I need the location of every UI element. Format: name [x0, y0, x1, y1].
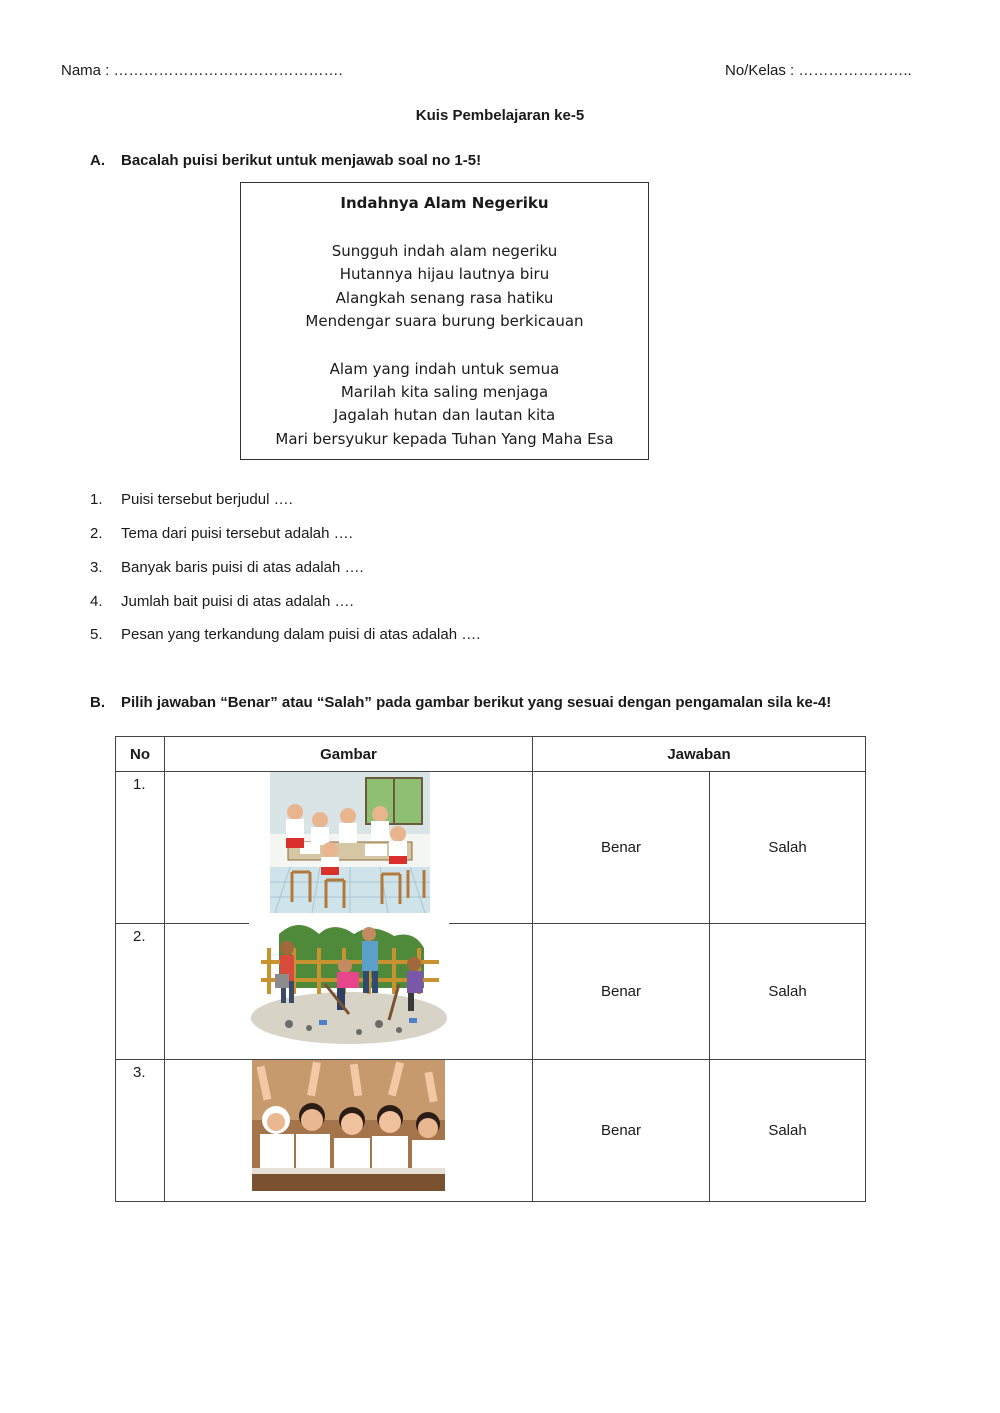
table-row — [116, 924, 866, 1060]
question-text: Pesan yang terkandung dalam puisi di atas adalah …. — [121, 626, 481, 643]
students-raising-hands-photo — [252, 1060, 445, 1191]
section-a-number: A. — [90, 152, 105, 169]
image-cell — [165, 1060, 533, 1202]
poem-line: Marilah kita saling menjaga — [340, 383, 549, 402]
poem-line: Alam yang indah untuk semua — [329, 359, 560, 378]
row-number: 1. — [116, 772, 165, 924]
question-1 — [90, 491, 293, 508]
question-4 — [90, 593, 354, 610]
question-2 — [90, 525, 353, 542]
question-5 — [90, 626, 480, 643]
table-row — [116, 772, 866, 924]
poem-line: Mendengar suara burung berkicauan — [305, 312, 584, 331]
option-benar[interactable]: Benar — [533, 772, 710, 924]
poem-stanza-2 — [241, 358, 648, 452]
poem-line: Alangkah senang rasa hatiku — [335, 288, 554, 307]
question-number: 3. — [90, 559, 103, 576]
image-cell — [165, 772, 533, 924]
option-benar[interactable]: Benar — [533, 924, 710, 1060]
section-b-number: B. — [90, 694, 105, 711]
question-number: 5. — [90, 626, 103, 643]
option-salah[interactable]: Salah — [710, 772, 866, 924]
classroom-discussion-illustration — [270, 772, 430, 913]
poem-line: Mari bersyukur kepada Tuhan Yang Maha Esa — [275, 429, 614, 448]
question-text: Puisi tersebut berjudul …. — [121, 491, 293, 508]
section-b-instruction: Pilih jawaban “Benar” atau “Salah” pada gambar berikut yang sesuai dengan pengamalan sila ke-4! — [121, 694, 832, 711]
kelas-field: No/Kelas : ………………….. — [725, 62, 912, 79]
question-number: 4. — [90, 593, 103, 610]
answer-table — [115, 736, 866, 1202]
table-header-row — [116, 737, 866, 772]
classroom-discussion-image — [270, 772, 430, 913]
question-text: Tema dari puisi tersebut adalah …. — [121, 525, 353, 542]
section-a-heading — [90, 152, 481, 169]
poem-title: Indahnya Alam Negeriku — [340, 194, 549, 212]
page-title: Kuis Pembelajaran ke-5 — [415, 107, 585, 124]
section-a-instruction: Bacalah puisi berikut untuk menjawab soal no 1-5! — [121, 152, 482, 169]
nama-field: Nama : ………………………………………. — [61, 62, 343, 79]
community-cleanup-image — [249, 914, 449, 1047]
poem-line: Jagalah hutan dan lautan kita — [333, 406, 556, 425]
question-text: Banyak baris puisi di atas adalah …. — [121, 559, 364, 576]
community-cleanup-illustration — [249, 914, 449, 1047]
poem-stanza-1 — [241, 240, 648, 334]
poem-line: Sungguh indah alam negeriku — [331, 242, 558, 260]
section-b-heading — [90, 694, 831, 711]
header-jawaban: Jawaban — [533, 737, 866, 772]
students-raising-hands-image — [252, 1060, 445, 1191]
row-number: 2. — [116, 924, 165, 1060]
question-3 — [90, 559, 364, 576]
row-number: 3. — [116, 1060, 165, 1202]
option-salah[interactable]: Salah — [710, 924, 866, 1060]
poem-box — [240, 182, 649, 460]
poem-line: Hutannya hijau lautnya biru — [339, 265, 550, 284]
header-gambar: Gambar — [165, 737, 533, 772]
question-number: 2. — [90, 525, 103, 542]
option-benar[interactable]: Benar — [533, 1060, 710, 1202]
image-cell — [165, 924, 533, 1060]
question-number: 1. — [90, 491, 103, 508]
header-no: No — [116, 737, 165, 772]
table-row — [116, 1060, 866, 1202]
option-salah[interactable]: Salah — [710, 1060, 866, 1202]
question-text: Jumlah bait puisi di atas adalah …. — [121, 593, 354, 610]
